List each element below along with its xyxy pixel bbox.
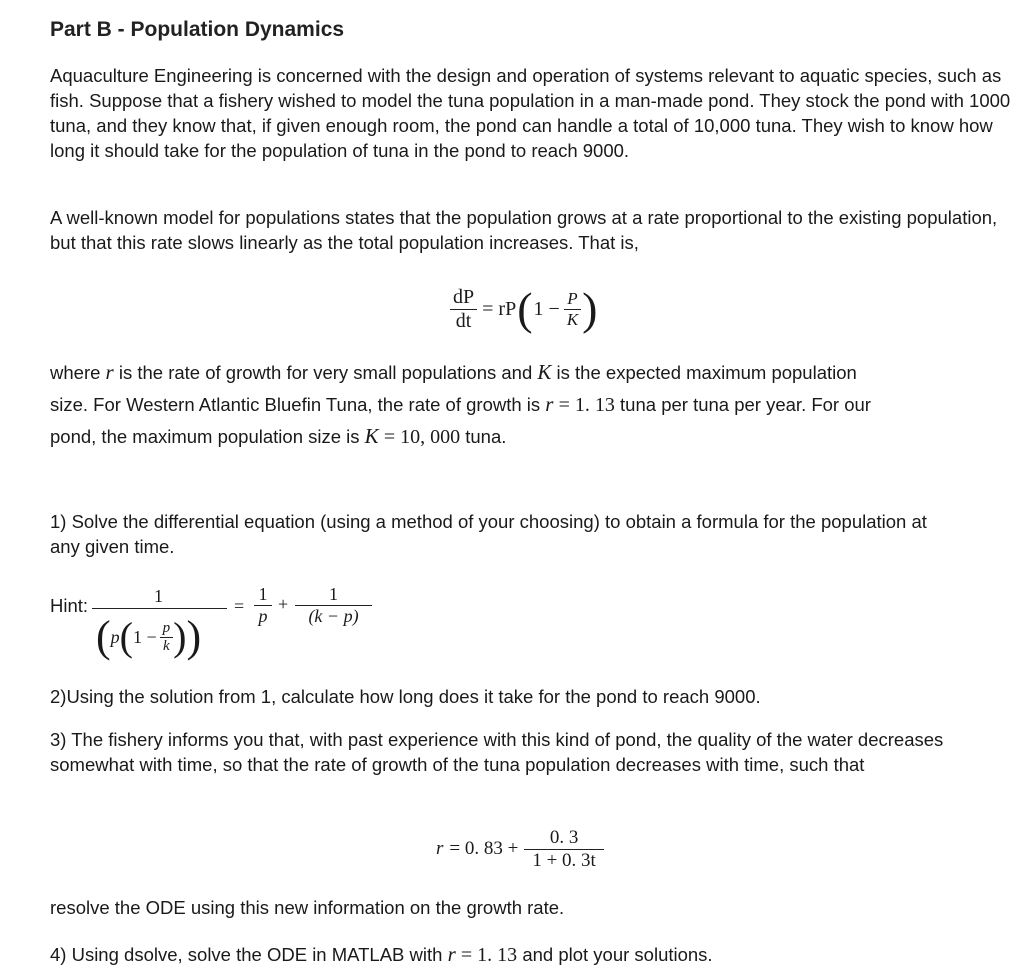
outer-right-paren: ) — [186, 612, 202, 661]
r-value: = 1. 13 — [460, 944, 518, 966]
K-symbol: K — [364, 424, 379, 448]
k-denominator: k — [163, 637, 170, 654]
eq-numerator: dP — [450, 286, 477, 310]
where-line-1 — [50, 356, 857, 389]
eq-denominator: dt — [455, 309, 472, 332]
hint-equation — [92, 584, 372, 664]
text-span: tuna per tuna per year. For our — [620, 394, 871, 415]
intro-paragraph: Aquaculture Engineering is concerned with the design and operation of systems relevant to aquatic species, such as fish. Suppose that a fishery wished to model the tuna population in a man-made pond. They stock the pond with 1000 tuna, and they know that, if given enough room, the pond can handle a total of 10,000 tuna. They wish to know how long it should take for the population of tuna in the pond to reach 9000. — [50, 65, 1011, 161]
where-line-3 — [50, 420, 506, 453]
text-span: 4) Using dsolve, solve the ODE in MATLAB with — [50, 944, 443, 965]
r-symbol: r — [436, 838, 444, 859]
where-line-2 — [50, 388, 871, 421]
text-span: size. For Western Atlantic Bluefin Tuna, the rate of growth is — [50, 394, 541, 415]
r-eq-numerator: 0. 3 — [524, 827, 604, 850]
term2-denominator: (k − p) — [295, 605, 372, 627]
P-over-K-fraction — [564, 289, 581, 330]
inner-right-paren: ) — [173, 614, 187, 659]
hint-label: Hint: — [50, 595, 89, 616]
one-minus: 1 − — [132, 626, 157, 647]
hint-term1 — [254, 584, 272, 627]
question-1: 1) Solve the differential equation (using a method of your choosing) to obtain a formula for the population at any given time. — [50, 511, 927, 557]
text-span: pond, the maximum population size is — [50, 426, 360, 447]
model-paragraph: A well-known model for populations states that the population grows at a rate proportional to the existing population, but that this rate slows linearly as the total population increases. That is, — [50, 207, 998, 253]
text-span: and plot your solutions. — [522, 944, 713, 965]
page-title: Part B - Population Dynamics — [50, 18, 345, 41]
K-denominator: K — [566, 309, 579, 329]
hint-equals: = — [234, 596, 245, 616]
text-span: tuna. — [465, 426, 507, 447]
P-numerator: P — [564, 289, 581, 310]
hint-lhs-denominator — [96, 612, 201, 662]
p-over-k-fraction — [160, 620, 174, 655]
r-symbol: r — [447, 942, 456, 966]
hint-plus: + — [278, 594, 289, 614]
left-paren: ( — [517, 283, 533, 334]
text-span: is the rate of growth for very small populations and — [118, 362, 533, 383]
resolve-line: resolve the ODE using this new information on the growth rate. — [50, 897, 565, 918]
K-value: = 10, 000 — [383, 426, 461, 448]
equals-sign: = — [482, 297, 494, 320]
r-eq-fraction — [524, 827, 604, 872]
text-span: where — [50, 362, 101, 383]
hint-term2 — [295, 584, 372, 627]
r-symbol: r — [105, 360, 114, 384]
logistic-equation — [450, 282, 597, 336]
term1-numerator: 1 — [258, 584, 268, 604]
question-2: 2)Using the solution from 1, calculate how long does it take for the pond to reach 9000. — [50, 686, 761, 707]
outer-left-paren: ( — [96, 612, 111, 661]
p-symbol: p — [110, 626, 120, 647]
hint-lhs-fraction-bar — [92, 608, 227, 609]
r-symbol: r — [545, 392, 554, 416]
hint-lhs-numerator: 1 — [154, 586, 163, 606]
term1-denominator: p — [254, 605, 272, 627]
one-minus: 1 − — [533, 297, 560, 320]
question-4 — [50, 938, 713, 971]
growth-rate-equation — [436, 824, 604, 874]
rP-term: rP — [498, 297, 517, 320]
inner-left-paren: ( — [119, 614, 133, 659]
term2-numerator: 1 — [329, 584, 338, 604]
r-eq-denominator: 1 + 0. 3t — [532, 849, 596, 871]
right-paren: ) — [582, 283, 598, 334]
r-eq-constant: = 0. 83 + — [449, 838, 519, 859]
question-3: 3) The fishery informs you that, with past experience with this kind of pond, the quality of the water decreases somewhat with time, so that the rate of growth of the tuna population decreases with time, such that — [50, 729, 944, 775]
text-span: is the expected maximum population — [556, 362, 857, 383]
r-value: = 1. 13 — [558, 394, 615, 416]
K-symbol: K — [537, 360, 552, 384]
dP-dt-fraction — [450, 286, 477, 333]
p-numerator: p — [160, 620, 174, 638]
